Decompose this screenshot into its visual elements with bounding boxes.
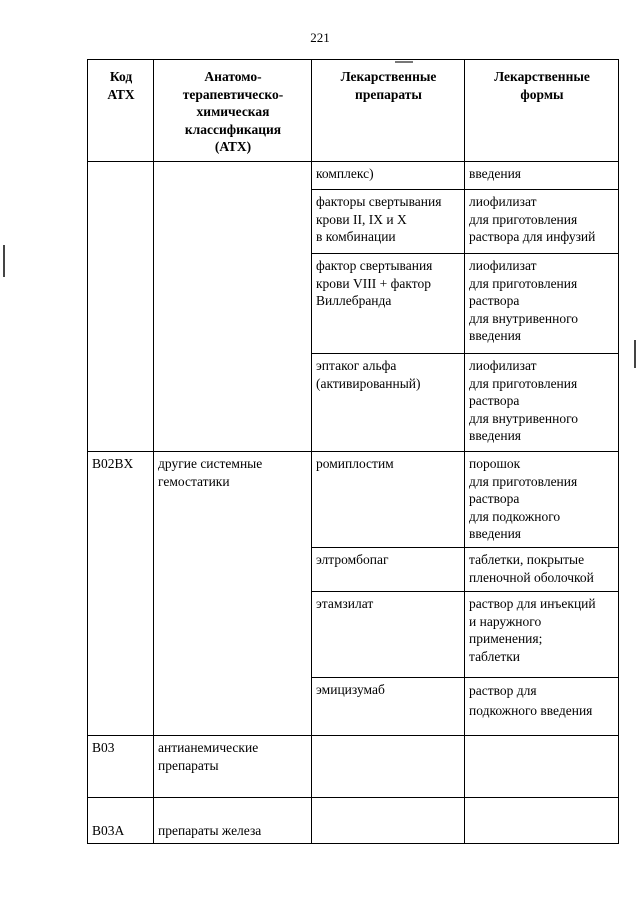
drug-cell: комплекс) [312, 162, 465, 190]
form-cell: лиофилизат для приготовления раствора для внутривенного введения [465, 354, 619, 452]
header-forms: Лекарственные формы [465, 60, 619, 162]
drug-cell: эптаког альфа (активированный) [312, 354, 465, 452]
atc-table [87, 59, 619, 844]
code-cell: B03 [88, 736, 154, 798]
table-row [88, 452, 619, 548]
table-row [88, 162, 619, 190]
code-cell [88, 162, 154, 452]
form-cell: раствор для подкожного введения [465, 678, 619, 736]
form-cell: лиофилизат для приготовления раствора для внутривенного введения [465, 254, 619, 354]
form-cell [465, 798, 619, 844]
page-number: 221 [310, 30, 330, 45]
code-cell: B02BX [88, 452, 154, 736]
drug-cell: эмицизумаб [312, 678, 465, 736]
table-row [88, 736, 619, 798]
classification-cell: антианемические препараты [154, 736, 312, 798]
header-drugs: Лекарственные препараты [312, 60, 465, 162]
form-cell: лиофилизат для приготовления раствора для инфузий [465, 190, 619, 254]
form-cell [465, 736, 619, 798]
drug-cell: этамзилат [312, 592, 465, 678]
drug-cell: ромиплостим [312, 452, 465, 548]
drug-cell [312, 798, 465, 844]
form-cell: порошок для приготовления раствора для подкожного введения [465, 452, 619, 548]
drug-cell: факторы свертывания крови II, IX и X в комбинации [312, 190, 465, 254]
classification-cell [154, 162, 312, 452]
drug-cell: элтромбопаг [312, 548, 465, 592]
table-header-row [88, 60, 619, 162]
drug-cell: фактор свертывания крови VIII + фактор Виллебранда [312, 254, 465, 354]
code-cell: B03A [88, 798, 154, 844]
table-row [88, 798, 619, 844]
drug-cell [312, 736, 465, 798]
header-classification: Анатомо- терапевтическо- химическая классификация (АТХ) [154, 60, 312, 162]
scan-artifact-left [3, 245, 5, 277]
form-cell: раствор для инъекций и наружного применения; таблетки [465, 592, 619, 678]
header-code: Код АТХ [88, 60, 154, 162]
classification-cell: другие системные гемостатики [154, 452, 312, 736]
form-cell: таблетки, покрытые пленочной оболочкой [465, 548, 619, 592]
form-cell: введения [465, 162, 619, 190]
classification-cell: препараты железа [154, 798, 312, 844]
scan-artifact-right [634, 340, 636, 368]
